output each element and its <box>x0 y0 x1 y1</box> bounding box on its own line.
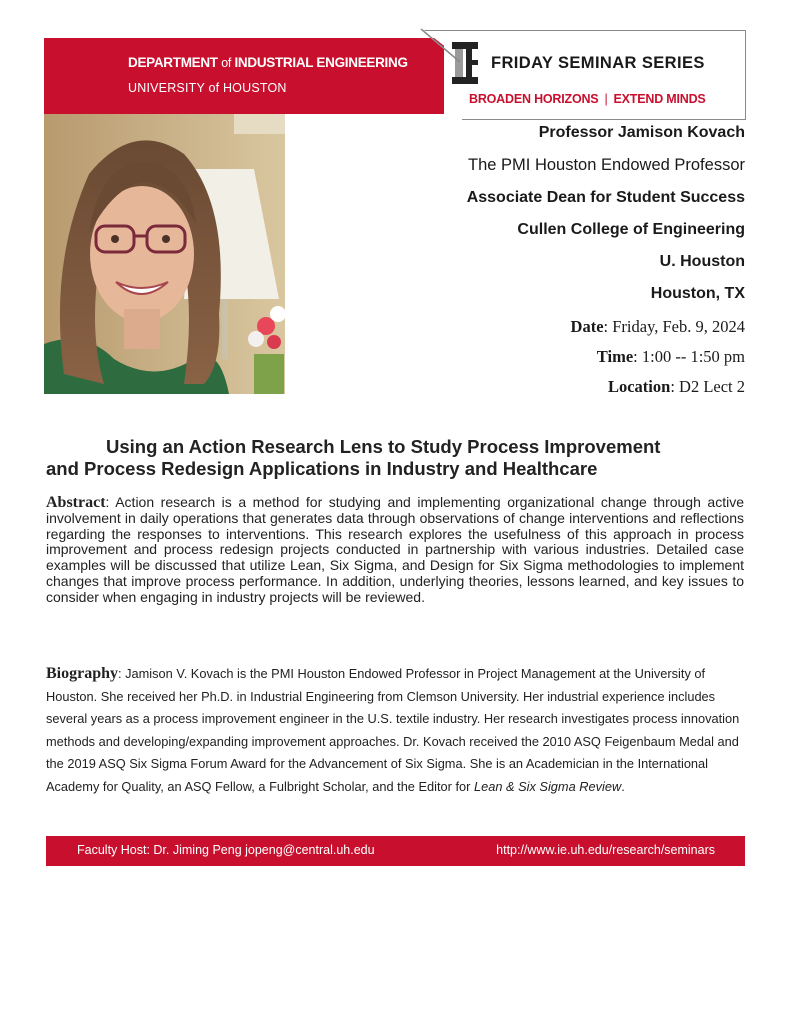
talk-title-line1: Using an Action Research Lens to Study Process Improvement <box>106 436 661 457</box>
department-name <box>128 55 408 70</box>
biography-end: . <box>621 778 625 794</box>
location-value: : D2 Lect 2 <box>670 377 745 396</box>
abstract-label: Abstract <box>46 494 106 511</box>
time-value: : 1:00 -- 1:50 pm <box>633 347 745 366</box>
series-tagline <box>469 92 706 106</box>
dept-name-part: INDUSTRIAL ENGINEERING <box>231 55 408 70</box>
speaker-location: Houston, TX <box>650 285 745 302</box>
dept-name-of: of <box>221 56 232 70</box>
series-box-corner <box>420 28 462 64</box>
speaker-role: Associate Dean for Student Success <box>466 189 745 206</box>
talk-title-line2: and Process Redesign Applications in Industry and Healthcare <box>46 458 598 479</box>
biography-text: : Jamison V. Kovach is the PMI Houston Endowed Professor in Project Management at the University of Houston. She received her Ph.D. in Industrial Engineering from Clemson University. Her industrial experience includes several years as a process improvement engineer in the U.S. textile industry. Her research investigates process innovation methods and developing/expanding improvement approaches. Dr. Kovach received the 2010 ASQ Feigenbaum Medal and the 2019 ASQ Six Sigma Forum Award for the Advancement of Six Sigma. She is an Academician in the International Academy for Quality, an ASQ Fellow, a Fulbright Scholar, and the Editor for <box>46 666 740 794</box>
dept-name-part: DEPARTMENT <box>128 55 222 70</box>
event-date <box>467 317 745 347</box>
speaker-name: Professor Jamison Kovach <box>538 124 745 141</box>
speaker-photo <box>44 114 285 394</box>
biography-label: Biography <box>46 665 119 682</box>
biography-journal: Lean & Six Sigma Review <box>473 778 622 794</box>
series-title: FRIDAY SEMINAR SERIES <box>491 54 705 72</box>
speaker-info <box>467 124 745 407</box>
abstract <box>46 495 744 606</box>
faculty-host[interactable]: Faculty Host: Dr. Jiming Peng jopeng@central.uh.edu <box>77 843 375 857</box>
event-time <box>467 347 745 377</box>
location-label: Location <box>607 377 671 396</box>
footer-bar <box>46 836 745 866</box>
abstract-text: : Action research is a method for studying and implementing organizational change through active involvement in daily operations that generates data through observations of change interventions and reflections regarding the responses to interventions. This research explores the usefulness of this approach in process improvement and process redesign projects conducted in partnership with various industries. Detailed case examples will be discussed that utilize Lean, Six Sigma, and Design for Six Sigma methodologies to implement changes that improve process performance. In addition, underlying theories, lessons learned, and key issues to consider when engaging in industry projects will be reviewed. <box>46 494 744 605</box>
time-label: Time <box>596 347 634 366</box>
seminars-link[interactable]: http://www.ie.uh.edu/research/seminars <box>496 843 715 857</box>
speaker-title: The PMI Houston Endowed Professor <box>468 156 745 174</box>
event-location <box>467 377 745 407</box>
tagline-extend: EXTEND MINDS <box>613 92 706 106</box>
date-value: : Friday, Feb. 9, 2024 <box>603 317 745 336</box>
tagline-broaden: BROADEN HORIZONS <box>469 92 599 106</box>
date-label: Date <box>570 317 604 336</box>
university-name: UNIVERSITY of HOUSTON <box>128 81 287 95</box>
speaker-university: U. Houston <box>659 253 745 270</box>
biography <box>46 663 744 799</box>
department-banner <box>44 38 444 114</box>
tagline-separator: | <box>604 92 608 106</box>
speaker-college: Cullen College of Engineering <box>517 221 745 238</box>
talk-title <box>46 436 746 480</box>
